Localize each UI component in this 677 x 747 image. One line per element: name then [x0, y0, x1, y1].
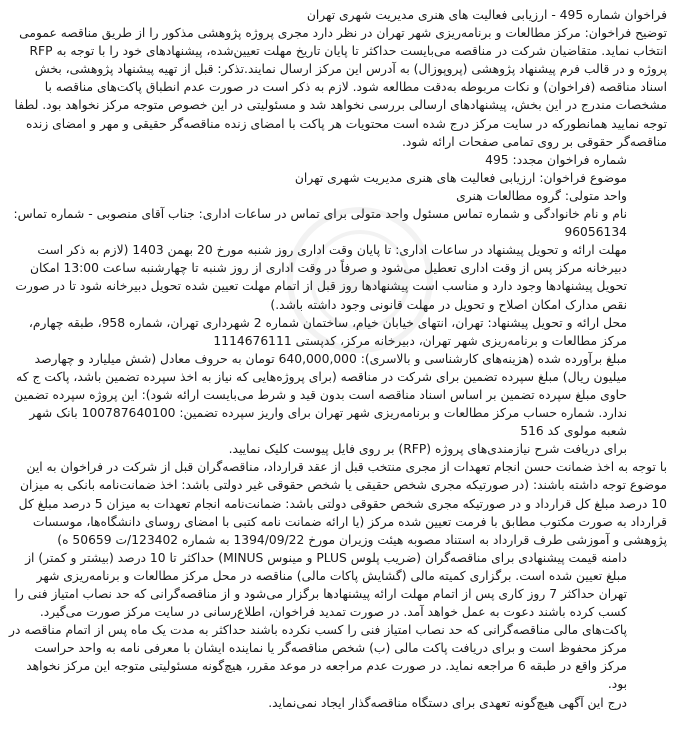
estimate-and-deposit: مبلغ برآورده شده (هزینه‌های کارشناسی و بالاسری): 640,000,000 تومان به حروف معادل (شش میلیارد و چهارصد میلیون ریال) مبلغ سپرده تضمین برای شرکت در مناقصه (برای پروژه‌هایی که نیاز به اخذ سپرده تضمین باشد، پاکت ج که حاوی مبلغ سپرده تضمین بر اساس اسناد مناقصه است بدون قید و شرط می‌بایست ارائه شود): این پروژه سپرده تضمین ندارد. شماره حساب مرکز مطالعات و برنامه‌ریزی شهر تهران برای واریز سپرده تضمین: 100787640100 بانک شهر شعبه مولوی کد 516	[14, 351, 627, 439]
call-number: شماره فراخوان مجدد: 495	[485, 152, 627, 167]
submission-deadline: مهلت ارائه و تحویل پیشنهاد در ساعات اداری: تا پایان وقت اداری روز شنبه مورخ 20 بهمن 1403 (لازم به ذکر است دبیرخانه مرکز پس از وقت اداری تعطیل می‌شود و صرفاً در وقت اداری از روز شنبه تا چهارشنبه ساعت 13:00 امکان تحویل پیشنهادها وجود دارد و مناسب است پیشنهادها روز قبل از اتمام مهلت تعیین شده تحویل دبیرخانه شود تا در صورت نقص مدارک امکان اصلاح و تحویل در مهلت قانونی وجود داشته باشد.)	[15, 243, 627, 312]
notice-title: فراخوان شماره 495 - ارزیابی فعالیت های هنری مدیریت شهری تهران	[306, 8, 667, 22]
performance-guarantee: با توجه به اخذ ضمانت حسن انجام تعهدات از مجری منتخب قبل از عقد قرارداد، مناقصه‌گران قبل از شرکت در فراخوان به این موضوع توجه داشته باشند: (در صورتیکه مجری شخص حقیقی یا شخص حقوقی غیر دولتی باشد: اخذ ضمانت‌نامه بانکی به میزان 10 درصد مبلغ کل قرارداد و در صورتیکه مجری شخص حقوقی دولتی باشد: ضمانت‌نامه انجام تعهدات به میزان 5 درصد مبلغ کل قرارداد به صورت مکتوب مطابق با فرمت تعیین شده مرکز (یا ارائه ضمانت نامه کتبی با امضای روسای دانشگاه‌ها، موسسات پژوهشی و آموزشی طرف قرارداد به استناد مصوبه هیئت وزیران مورخ 1394/09/22 به شماره 123402/ت 50659 ه)	[18, 460, 667, 547]
price-range-and-financial-committee: دامنه قیمت پیشنهادی برای مناقصه‌گران (ضریب پلوس PLUS و مینوس MINUS) حداکثر تا 10 درصد (بیشتر و کمتر) از مبلغ تعیین شده است. برگزاری کمیته مالی (گشایش پاکات مالی) مناقصه در محل مرکز مطالعات و برنامه‌ریزی شهر تهران حداکثر 7 روز کاری پس از اتمام مهلت ارائه پیشنهادها برگزار می‌شود و از مناقصه‌گرانی که حد نصاب امتیاز فنی را کسب کرده باشند دعوت به عمل خواهد آمد. در صورت تمدید فراخوان، اطلاع‌رسانی در سایت مرکز صورت می‌گیرد. پاکت‌های مالی مناقصه‌گرانی که حد نصاب امتیاز فنی را کسب نکرده باشند حداکثر به مدت یک ماه پس از اتمام مناقصه در مرکز محفوظ است و برای دریافت پاکت مالی (ب) شخص مناقصه‌گر یا نماینده ایشان با معرفی نامه به واحد حراست مرکز واقع در طبقه 6 مراجعه نماید. در صورت عدم مراجعه در موعد مقرر، هیچ‌گونه مسئولیتی متوجه این مرکز نخواهد بود.	[9, 550, 627, 692]
subject: موضوع فراخوان: ارزیابی فعالیت های هنری مدیریت شهری تهران	[294, 170, 627, 185]
contact-info: نام و نام خانوادگی و شماره تماس مسئول واحد متولی برای تماس در ساعات اداری: جناب آقای منصوبی - شماره تماس: 96056134	[13, 207, 627, 240]
responsible-unit: واحد متولی: گروه مطالعات هنری	[456, 188, 627, 203]
notice-description: توضیح فراخوان: مرکز مطالعات و برنامه‌ریزی شهر تهران در نظر دارد مجری پروژه پژوهشی مذکور را از طریق مناقصه عمومی انتخاب نماید. متقاضیان شرکت در مناقصه می‌بایست حداکثر تا پایان تاریخ مهلت تعیین‌شده، پیشنهادهای خود را با توجه به RFP پروژه و در قالب فرم پیشنهاد پژوهشی (پروپوزال) به آدرس این مرکز ارسال نمایند.تذکر: قبل از تهیه پیشنهاد پژوهشی، بخش اسناد مناقصه (فراخوان) و نکات مربوطه به‌دقت مطالعه شود. لازم به ذکر است در صورت عدم انطباق پاکت‌های مناقصه با مشخصات مندرج در این بخش، پیشنهادهای ارسالی بررسی نخواهد شد و مسئولیتی در این خصوص متوجه مرکز نخواهد بود. لطفا توجه نمایید همانطورکه در سایت مرکز درج شده است محتویات هر پاکت با امضای زنده مناقصه‌گر حقیقی و مهر و امضای زنده مناقصه‌گر حقوقی بر روی تمامی صفحات ارائه شود.	[14, 26, 667, 149]
disclaimer: درج این آگهی هیچ‌گونه تعهدی برای دستگاه مناقصه‌گذار ایجاد نمی‌نماید.	[268, 695, 627, 710]
rfp-attachment-hint: برای دریافت شرح نیازمندی‌های پروژه (RFP) بر روی فایل پیوست کلیک نمایید.	[228, 442, 627, 457]
submission-address: محل ارائه و تحویل پیشنهاد: تهران، انتهای خیابان خیام، ساختمان شماره 2 شهرداری تهران، شماره 958، طبقه چهارم، مرکز مطالعات و برنامه‌ریزی شهر تهران، دبیرخانه مرکز، کدپستی 1114676111	[28, 315, 627, 348]
tender-notice	[8, 6, 667, 712]
